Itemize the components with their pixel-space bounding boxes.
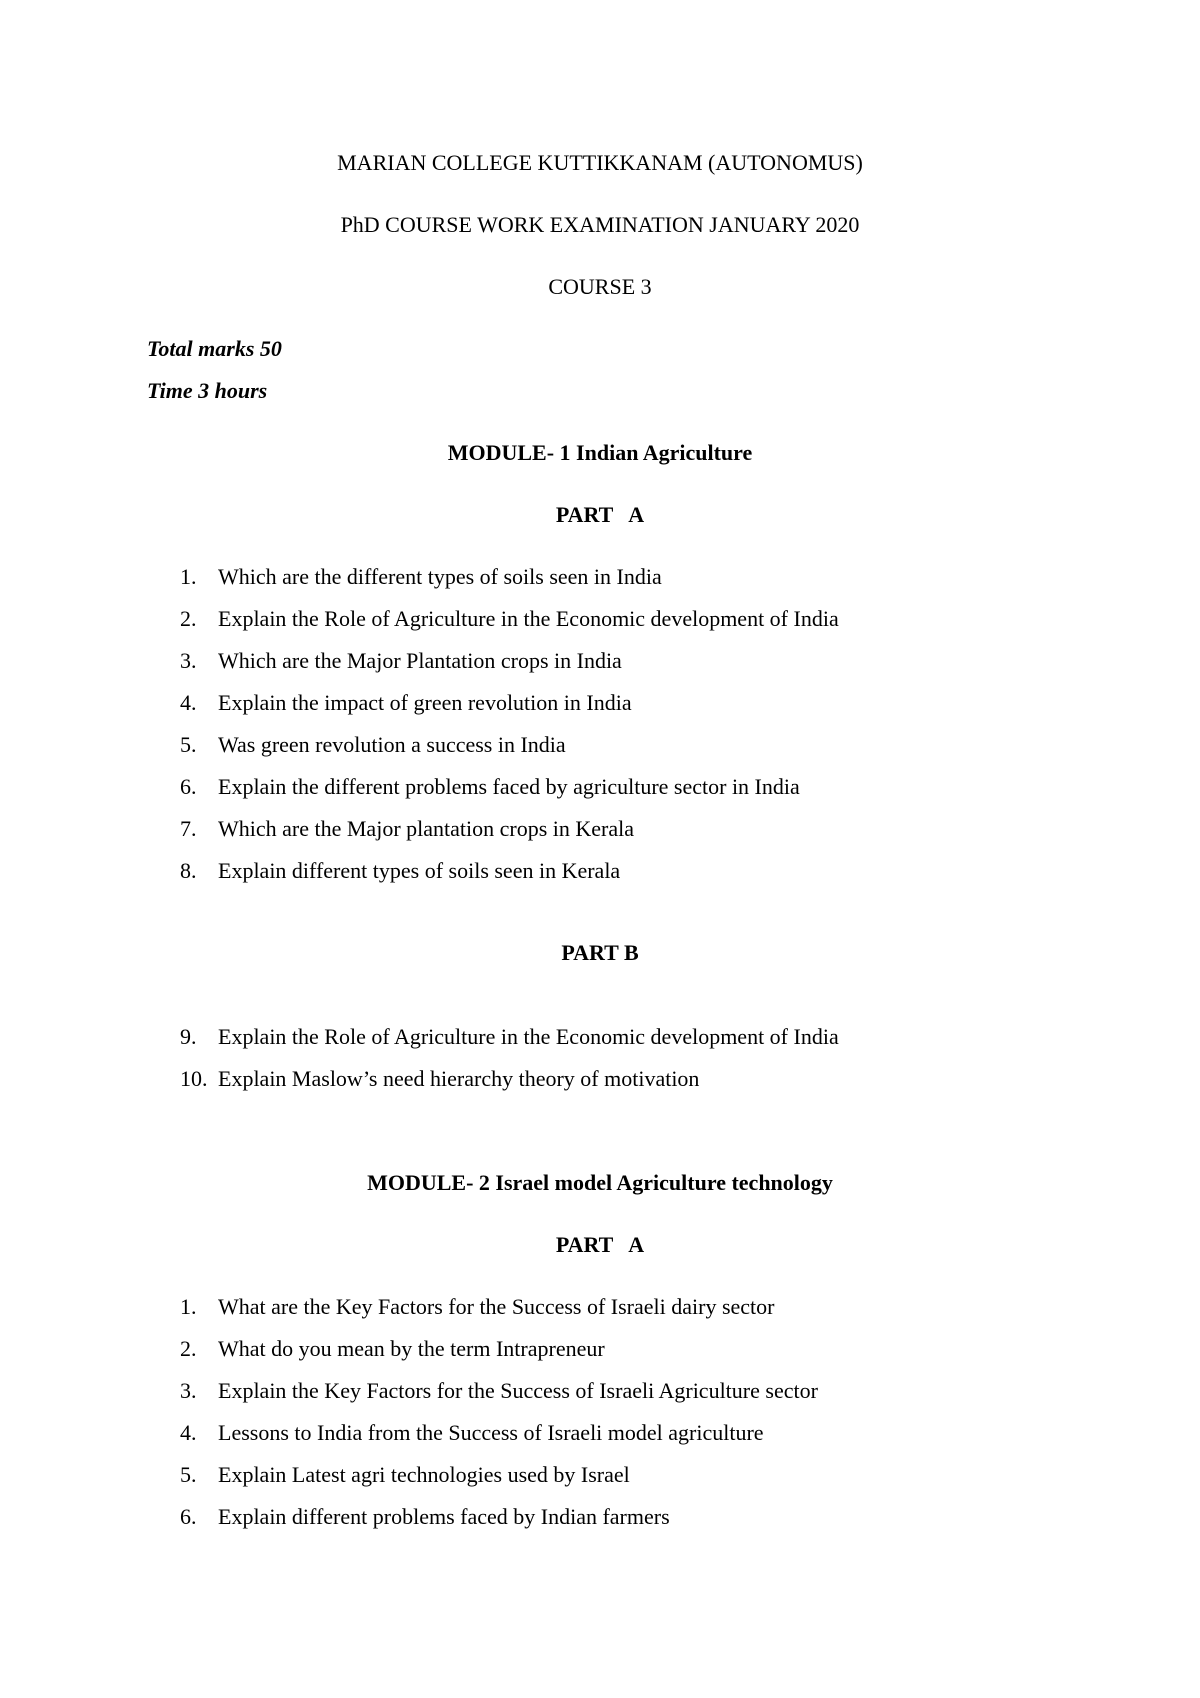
question-number: 4. xyxy=(180,1420,197,1445)
question-item xyxy=(0,566,1200,592)
question-text: Explain different types of soils seen in Kerala xyxy=(218,858,621,883)
question-number: 3. xyxy=(180,648,197,673)
question-text: Explain the impact of green revolution in India xyxy=(218,690,632,715)
question-number: 6. xyxy=(180,774,197,799)
question-item xyxy=(0,1026,1200,1052)
question-number: 7. xyxy=(180,816,197,841)
module1-title: MODULE- 1 Indian Agriculture xyxy=(447,440,753,465)
question-text: What are the Key Factors for the Success of Israeli dairy sector xyxy=(218,1294,775,1319)
question-text: Explain Latest agri technologies used by Israel xyxy=(218,1462,630,1487)
question-number: 2. xyxy=(180,606,197,631)
module2-title: MODULE- 2 Israel model Agriculture technology xyxy=(367,1170,833,1195)
question-item xyxy=(0,692,1200,718)
time-allowed: Time 3 hours xyxy=(147,378,268,403)
total-marks: Total marks 50 xyxy=(147,336,282,361)
question-number: 5. xyxy=(180,732,197,757)
question-number: 3. xyxy=(180,1378,197,1403)
question-number: 8. xyxy=(180,858,197,883)
question-number: 5. xyxy=(180,1462,197,1487)
question-item xyxy=(0,608,1200,634)
module2-partA-title: PART A xyxy=(555,1232,645,1257)
question-text: Explain the Key Factors for the Success of Israeli Agriculture sector xyxy=(218,1378,818,1403)
question-item xyxy=(0,1068,1200,1094)
question-text: Which are the Major plantation crops in Kerala xyxy=(218,816,635,841)
question-number: 1. xyxy=(180,564,197,589)
question-text: Which are the Major Plantation crops in India xyxy=(218,648,622,673)
question-number: 10. xyxy=(180,1066,208,1091)
question-text: Explain Maslow’s need hierarchy theory of motivation xyxy=(218,1066,700,1091)
question-item xyxy=(0,1338,1200,1364)
question-text: Explain the Role of Agriculture in the Economic development of India xyxy=(218,1024,839,1049)
question-number: 6. xyxy=(180,1504,197,1529)
course-title: COURSE 3 xyxy=(548,274,652,299)
module1-partA-title: PART A xyxy=(555,502,645,527)
question-item xyxy=(0,860,1200,886)
question-number: 9. xyxy=(180,1024,197,1049)
college-name: MARIAN COLLEGE KUTTIKKANAM (AUTONOMUS) xyxy=(337,150,863,175)
question-text: Explain the Role of Agriculture in the Economic development of India xyxy=(218,606,839,631)
question-item xyxy=(0,776,1200,802)
question-number: 4. xyxy=(180,690,197,715)
question-text: Was green revolution a success in India xyxy=(218,732,566,757)
question-item xyxy=(0,1464,1200,1490)
question-item xyxy=(0,1296,1200,1322)
question-item xyxy=(0,1506,1200,1532)
exam-title: PhD COURSE WORK EXAMINATION JANUARY 2020 xyxy=(340,212,860,237)
question-item xyxy=(0,1380,1200,1406)
question-item xyxy=(0,734,1200,760)
question-text: Explain the different problems faced by agriculture sector in India xyxy=(218,774,800,799)
question-item xyxy=(0,1422,1200,1448)
question-number: 2. xyxy=(180,1336,197,1361)
question-text: Lessons to India from the Success of Israeli model agriculture xyxy=(218,1420,764,1445)
question-number: 1. xyxy=(180,1294,197,1319)
question-item xyxy=(0,650,1200,676)
question-text: What do you mean by the term Intrapreneur xyxy=(218,1336,605,1361)
question-item xyxy=(0,818,1200,844)
question-text: Explain different problems faced by Indian farmers xyxy=(218,1504,670,1529)
question-text: Which are the different types of soils seen in India xyxy=(218,564,662,589)
module1-partB-title: PART B xyxy=(561,940,639,965)
